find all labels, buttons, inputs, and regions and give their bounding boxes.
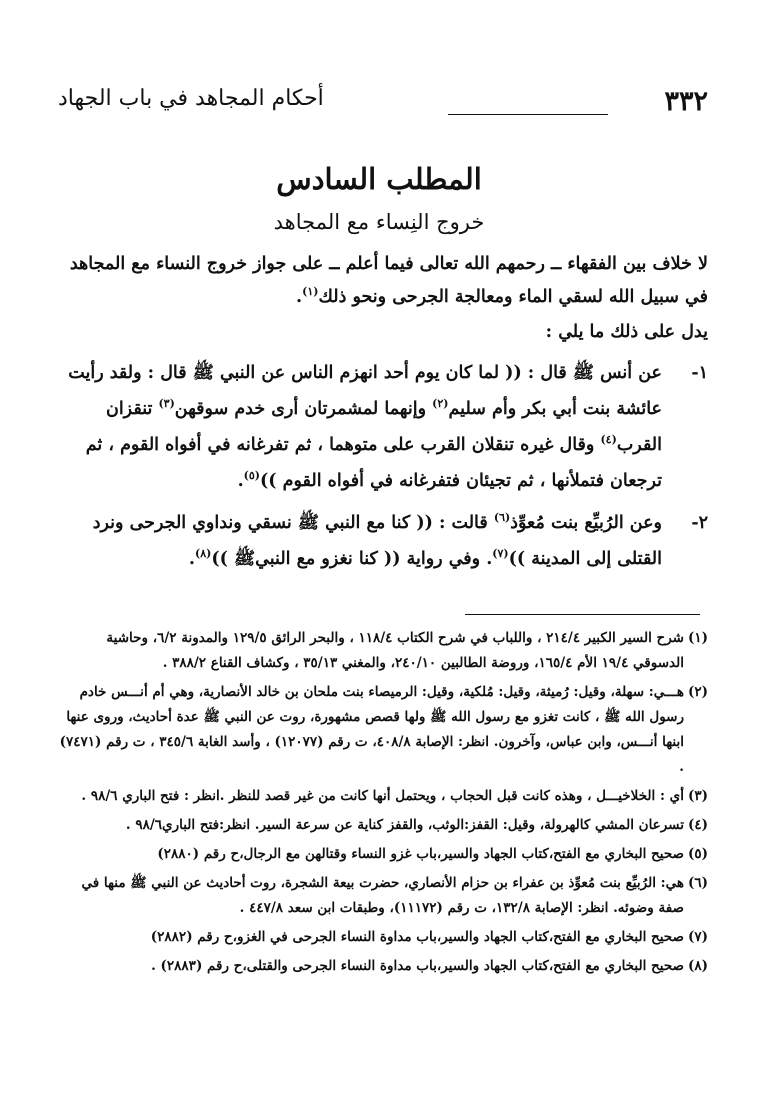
item-text-part: عن أنس ﷺ قال : (( لما كان يوم أحد انهزم الناس عن النبي ﷺ قال : ولقد رأيت عائشة بنت أبي بكر وأم سليم	[68, 363, 662, 419]
item-text	[58, 505, 662, 577]
intro-text: لا خلاف بين الفقهاء ــ رحمهم الله تعالى فيما أعلم ــ على جواز خروج النساء مع المجاهد في سبيل الله لسقي الماء ومعالجة الجرحى ونحو ذلك	[69, 254, 708, 307]
evidence-item	[58, 505, 708, 577]
footnote-rule	[465, 614, 700, 615]
footnote-text: صحيح البخاري مع الفتح،كتاب الجهاد والسير،باب مداوة النساء الجرحى والقتلى،ح رقم (٢٨٨٣) .	[151, 958, 684, 974]
footnote-text: صحيح البخاري مع الفتح،كتاب الجهاد والسير،باب مداوة النساء الجرحى في الغزو،ح رقم (٢٨٨٢)	[150, 929, 684, 945]
footnote	[58, 842, 708, 867]
footnote	[58, 626, 708, 676]
section-title: المطلب السادس	[276, 162, 482, 196]
footnote-number: (٥)	[687, 846, 708, 862]
footnote-ref: (١)	[302, 285, 319, 299]
item-text-part: .	[188, 549, 196, 569]
footnote-ref: (٦)	[493, 511, 511, 525]
page-header	[58, 86, 708, 126]
footnote-number: (٨)	[687, 958, 708, 974]
item-number: ١-	[691, 363, 708, 383]
footnote-number: (١)	[687, 630, 708, 646]
footnote-ref: (٤)	[600, 433, 617, 447]
footnote-number: (٧)	[687, 929, 708, 945]
footnote-text: تسرعان المشي كالهرولة، وقيل: القفز:الوثب، والقفز كناية عن سرعة السير. انظر:فتح الباري٩٨/٦ .	[125, 817, 684, 833]
footnote	[58, 954, 708, 979]
footnote-text: هي: الرُبيِّع بنت مُعوِّذ بن عفراء بن حزام الأنصاري، حضرت بيعة الشجرة، روت أحاديث عن النبي ﷺ منها في صفة وضوئه. انظر: الإصابة ١٣٢/٨، ت رقم (١١١٧٢)، وطبقات ابن سعد ٤٤٧/٨ .	[81, 875, 684, 916]
footnote	[58, 680, 708, 780]
footnote-number: (٢)	[687, 684, 708, 700]
item-text-part: قالت : (( كنا مع النبي ﷺ نسقي ونداوي الجرحى ونرد القتلى إلى المدينة ))	[92, 513, 662, 569]
footnote-ref: (٧)	[492, 547, 509, 561]
evidence-item	[58, 355, 708, 499]
footnote-ref: (٢)	[432, 397, 449, 411]
item-text-part: تنقزان القرب	[105, 399, 662, 455]
footnote-text: شرح السير الكبير ٢١٤/٤ ، واللباب في شرح الكتاب ١١٨/٤ ، والبحر الرائق ١٢٩/٥ والمدونة ٦/٢، وحاشية الدسوقي ١٩/٤ الأم ١٦٥/٤، وروضة الطالبين ٢٤٠/١٠، والمغني ٣٥/١٣ ، وكشاف القناع ٣٨٨/٢ .	[106, 630, 684, 671]
running-title: أحكام المجاهد في باب الجهاد	[58, 86, 324, 111]
intro-paragraph: لا خلاف بين الفقهاء ــ رحمهم الله تعالى فيما أعلم ــ على جواز خروج النساء مع المجاهد في سبيل الله لسقي الماء ومعالجة الجرحى ونحو ذلك$^{(١)}$.	[69, 254, 708, 307]
footnote	[58, 925, 708, 950]
footnote	[58, 813, 708, 838]
footnote-ref: (٨)	[195, 547, 212, 561]
section-subtitle: خروج النِساء مع المجاهد	[273, 210, 485, 234]
item-text-part: وإنهما لمشمرتان أرى خدم سوقهن	[174, 399, 433, 419]
main-text	[58, 248, 708, 577]
footnotes	[58, 626, 708, 983]
footnote-text: صحيح البخاري مع الفتح،كتاب الجهاد والسير،باب غزو النساء وقتالهن مع الرجال،ح رقم (٢٨٨٠)	[157, 846, 684, 862]
item-text-part: .	[237, 471, 244, 491]
item-number: ٢-	[691, 513, 708, 533]
footnote	[58, 784, 708, 809]
lead-line: يدل على ذلك ما يلي :	[545, 322, 708, 342]
footnote-text: هـــي: سهلة، وقيل: رُميثة، وقيل: مُلكية، وقيل: الرميصاء بنت ملحان بن خالد الأنصارية، وهي أم أنـــس خادم رسول الله ﷺ ، كانت تغزو مع رسول الله ﷺ ولها قصص مشهورة، روت عن النبي ﷺ عدة أحاديث، وروى عنها ابنها أنـــس، وابن عباس، وآخرون. انظر: الإصابة ٤٠٨/٨، ت رقم (١٢٠٧٧) ، وأسد الغابة ٣٤٥/٦ ، ت رقم (٧٤٧١) .	[59, 684, 684, 775]
page-number: ٣٣٢	[664, 86, 708, 117]
item-text	[58, 355, 662, 499]
item-text-part: وقال غيره تنقلان القرب على متوهما ، ثم تفرغانه في أفواه القوم ، ثم ترجعان فتملأنها ، ثم تجيئان فتفرغانه في أفواه القوم ))	[85, 435, 662, 491]
footnote	[58, 871, 708, 921]
footnote-number: (٣)	[687, 788, 708, 804]
header-rule	[448, 114, 608, 115]
footnote-number: (٤)	[687, 817, 708, 833]
footnote-ref: (٣)	[158, 397, 175, 411]
footnote-ref: (٥)	[243, 469, 261, 483]
footnote-number: (٦)	[687, 875, 708, 891]
item-text-part: وعن الرُبيِّع بنت مُعوِّذ	[510, 513, 662, 533]
footnote-text: أي : الخلاخيـــل ، وهذه كانت قبل الحجاب ، ويحتمل أنها كانت من غير قصد للنظر .انظر : فتح الباري ٩٨/٦ .	[81, 788, 684, 804]
item-text-part: . وفي رواية (( كنا نغزو مع النبيﷺ ))	[211, 549, 493, 569]
